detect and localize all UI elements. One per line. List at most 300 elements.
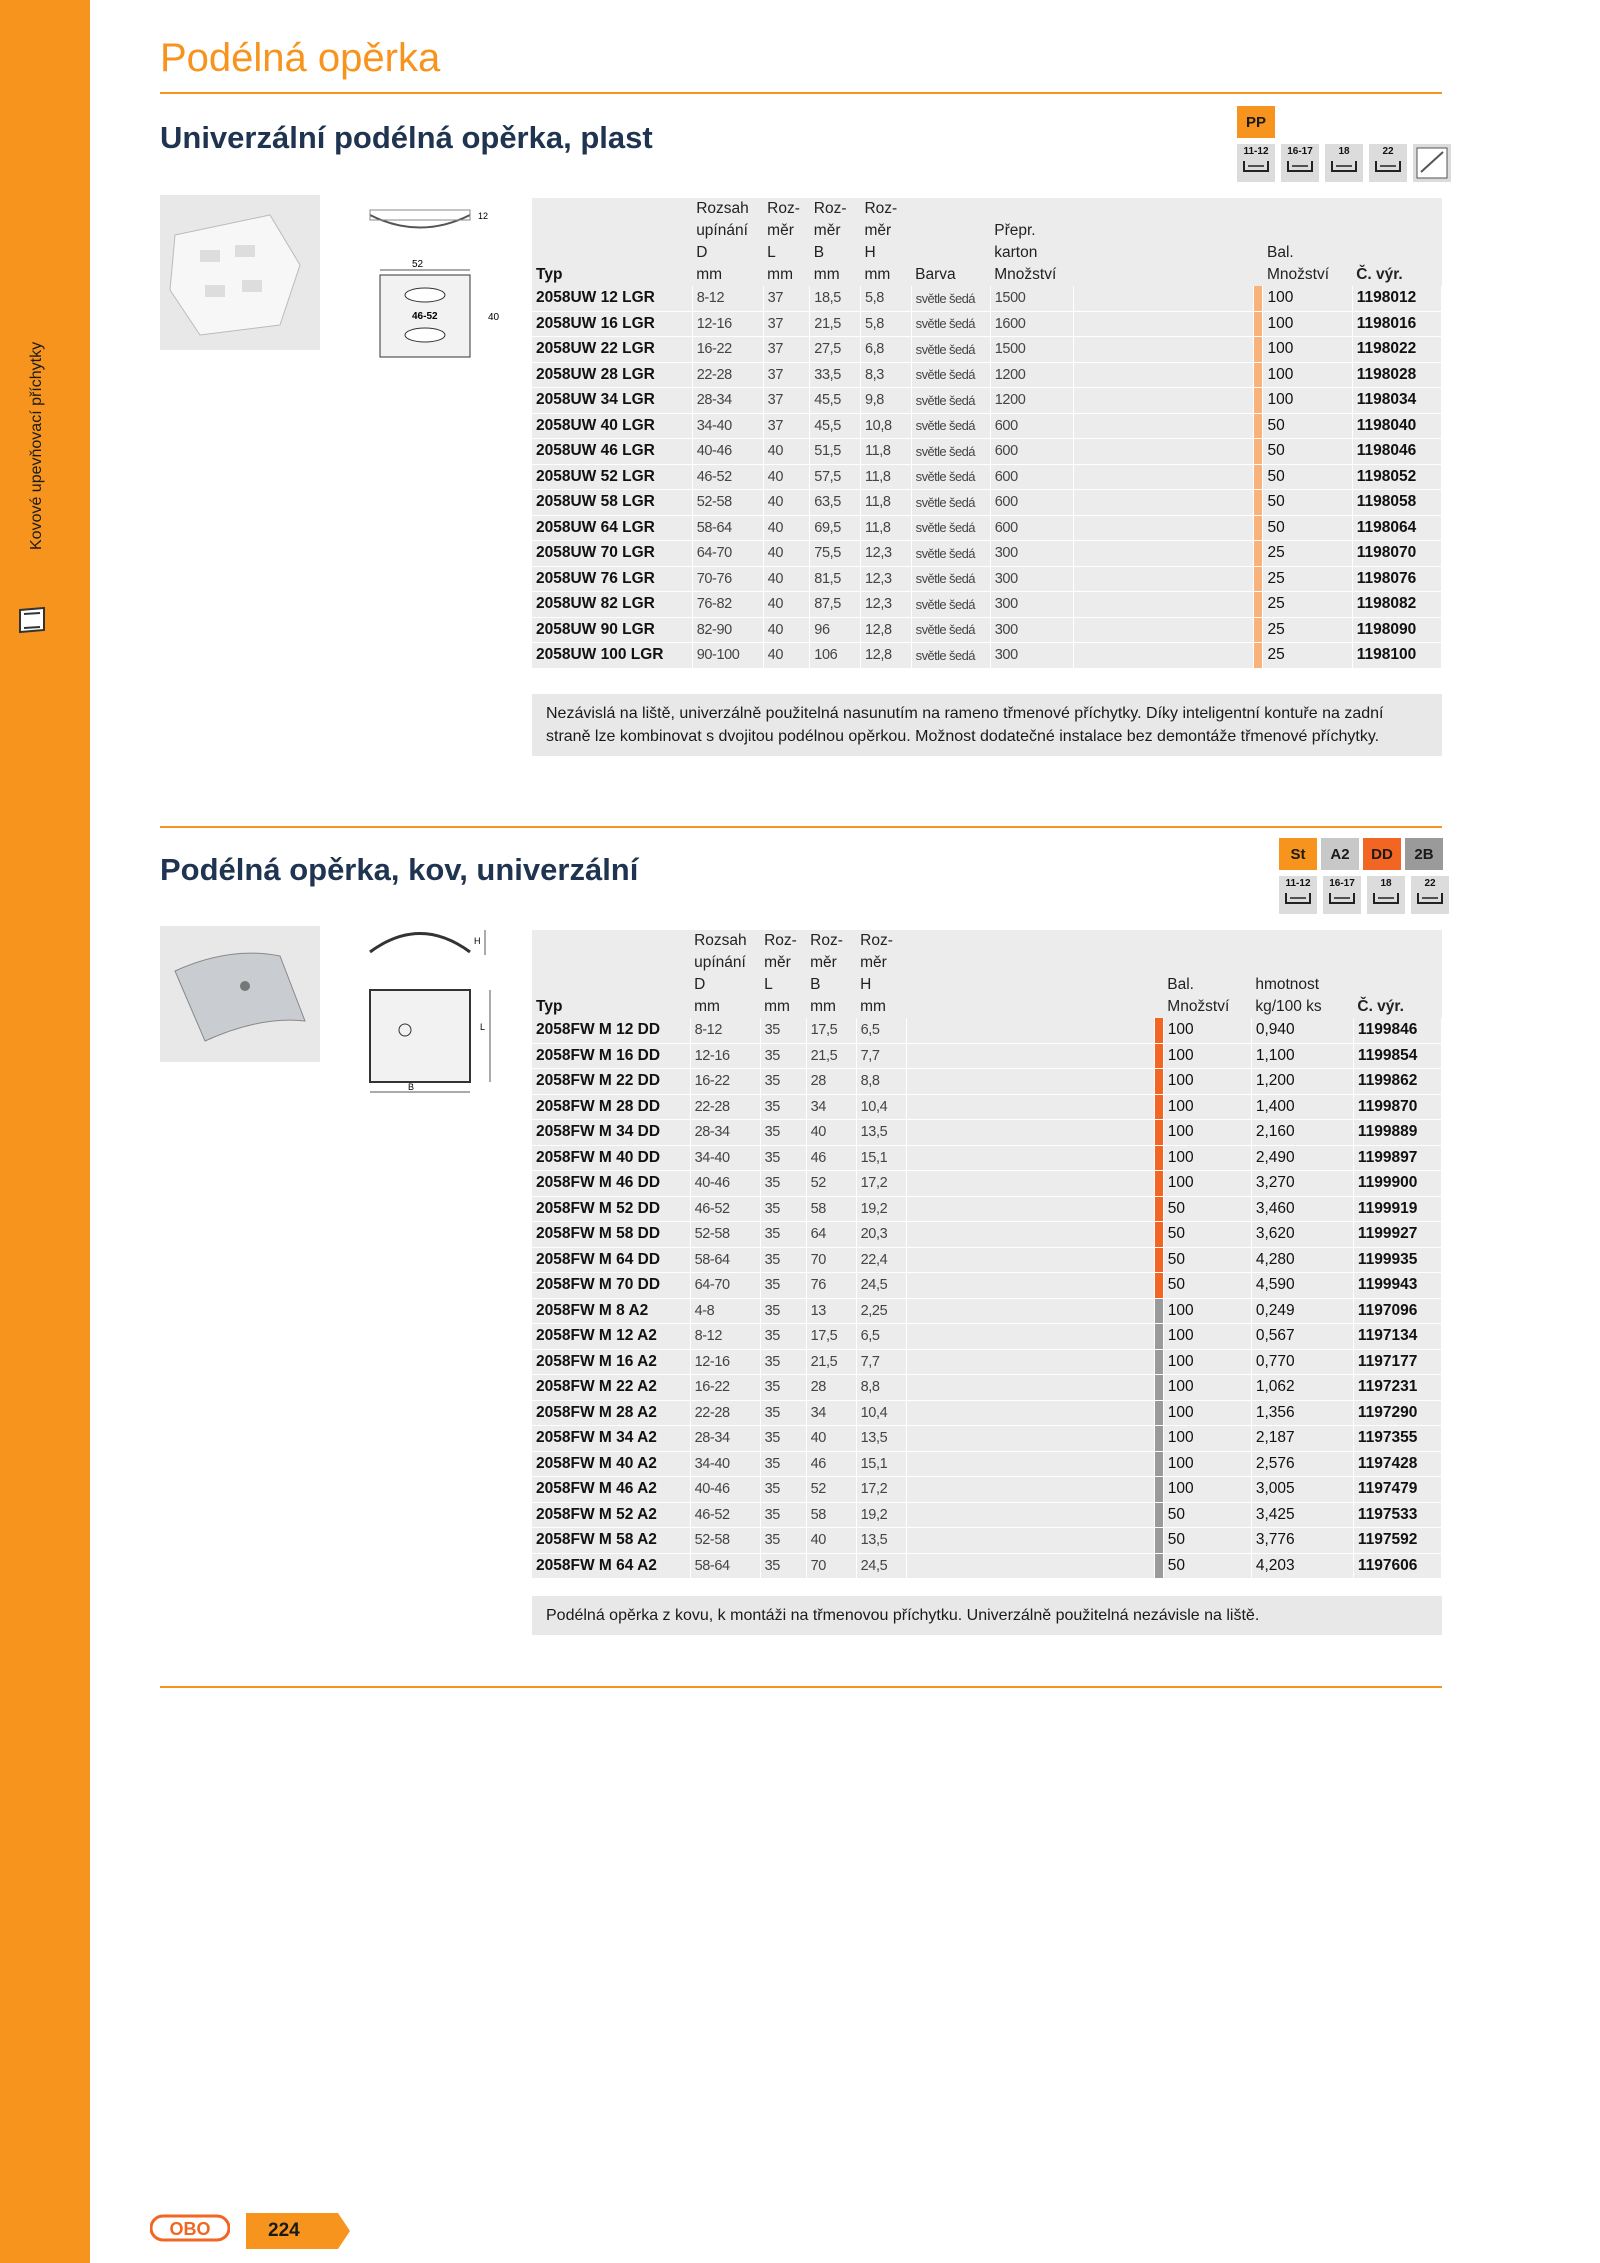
material-bar <box>1154 1477 1163 1503</box>
cell-art: 1199862 <box>1353 1069 1441 1095</box>
cell-b: 34 <box>806 1094 856 1120</box>
cell-weight: 0,249 <box>1251 1298 1353 1324</box>
table-row <box>532 1553 1442 1579</box>
cell-b: 76 <box>806 1273 856 1299</box>
size-icon: 11-12 <box>1279 876 1317 914</box>
table-row <box>532 1451 1442 1477</box>
material-bar <box>1154 1528 1163 1554</box>
cell-blank <box>906 1247 1154 1273</box>
cell-bal: 25 <box>1263 541 1352 567</box>
cell-barva: světle šedá <box>911 337 990 363</box>
table-row <box>532 1145 1442 1171</box>
cell-art: 1199870 <box>1353 1094 1441 1120</box>
cell-range: 34-40 <box>692 413 763 439</box>
cell-barva: světle šedá <box>911 439 990 465</box>
cell-karton: 600 <box>990 413 1073 439</box>
cell-weight: 3,270 <box>1251 1171 1353 1197</box>
cell-bal: 100 <box>1163 1171 1251 1197</box>
cell-bal: 50 <box>1163 1553 1251 1579</box>
material-badge-dd: DD <box>1363 838 1401 870</box>
cell-h: 5,8 <box>860 311 911 337</box>
cell-art: 1197290 <box>1353 1400 1441 1426</box>
cell-b: 34 <box>806 1400 856 1426</box>
cell-h: 19,2 <box>856 1502 906 1528</box>
cell-bal: 100 <box>1163 1324 1251 1350</box>
table-row <box>532 592 1442 618</box>
cell-bal: 50 <box>1163 1247 1251 1273</box>
cell-weight: 1,356 <box>1251 1400 1353 1426</box>
cell-blank <box>1073 388 1253 414</box>
cell-l: 40 <box>763 643 810 669</box>
cell-blank <box>906 1324 1154 1350</box>
material-bar <box>1254 643 1263 669</box>
technical-drawing-metal <box>360 920 510 1100</box>
cell-typ: 2058UW 12 LGR <box>532 286 692 311</box>
cell-typ: 2058UW 34 LGR <box>532 388 692 414</box>
table-row <box>532 490 1442 516</box>
cell-blank <box>906 1069 1154 1095</box>
table-row <box>532 337 1442 363</box>
section1-note: Nezávislá na liště, univerzálně použitelná nasunutím na rameno třmenové příchytky. Díky inteligentní kontuře na zadní straně lze kombinovat s dvojitou podélnou opěrkou. Možnost dodatečné instalace bez demontáže třmenové příchytky. <box>532 694 1442 756</box>
cell-bal: 50 <box>1263 464 1352 490</box>
cell-range: 8-12 <box>690 1018 760 1043</box>
cell-range: 22-28 <box>692 362 763 388</box>
cell-bal: 100 <box>1263 337 1352 363</box>
cell-weight: 2,160 <box>1251 1120 1353 1146</box>
cell-typ: 2058FW M 46 DD <box>532 1171 690 1197</box>
cell-bal: 100 <box>1163 1375 1251 1401</box>
cell-range: 12-16 <box>690 1349 760 1375</box>
cell-b: 52 <box>806 1477 856 1503</box>
cell-l: 35 <box>760 1451 806 1477</box>
cell-h: 6,8 <box>860 337 911 363</box>
cell-karton: 1200 <box>990 362 1073 388</box>
cell-art: 1197134 <box>1353 1324 1441 1350</box>
cell-art: 1198016 <box>1352 311 1441 337</box>
cell-range: 16-22 <box>690 1069 760 1095</box>
cell-barva: světle šedá <box>911 515 990 541</box>
cell-blank <box>1073 311 1253 337</box>
cell-typ: 2058FW M 28 A2 <box>532 1400 690 1426</box>
cell-barva: světle šedá <box>911 566 990 592</box>
cell-bal: 50 <box>1263 413 1352 439</box>
material-bar <box>1154 1298 1163 1324</box>
svg-text:L: L <box>480 1022 486 1032</box>
cell-typ: 2058UW 28 LGR <box>532 362 692 388</box>
cell-blank <box>1073 643 1253 669</box>
cell-b: 27,5 <box>810 337 861 363</box>
cell-art: 1199889 <box>1353 1120 1441 1146</box>
cell-b: 75,5 <box>810 541 861 567</box>
cell-blank <box>906 1094 1154 1120</box>
cell-blank <box>1073 286 1253 311</box>
cell-h: 12,3 <box>860 541 911 567</box>
table-row <box>532 1324 1442 1350</box>
cell-range: 8-12 <box>690 1324 760 1350</box>
cell-art: 1198022 <box>1352 337 1441 363</box>
cell-bal: 100 <box>1263 311 1352 337</box>
table-row <box>532 515 1442 541</box>
sidebar <box>0 0 90 2263</box>
cell-range: 76-82 <box>692 592 763 618</box>
cell-l: 37 <box>763 311 810 337</box>
product-photo-metal <box>160 926 320 1062</box>
cell-l: 35 <box>760 1196 806 1222</box>
material-bar <box>1254 490 1263 516</box>
table-row <box>532 1196 1442 1222</box>
material-badge-2b: 2B <box>1405 838 1443 870</box>
cell-typ: 2058UW 70 LGR <box>532 541 692 567</box>
table-row <box>532 1298 1442 1324</box>
cell-range: 28-34 <box>690 1426 760 1452</box>
cell-h: 12,8 <box>860 617 911 643</box>
cell-weight: 2,576 <box>1251 1451 1353 1477</box>
col-b: Roz- měr B mm <box>813 200 847 283</box>
cell-blank <box>1073 337 1253 363</box>
cell-h: 8,8 <box>856 1069 906 1095</box>
material-bar <box>1154 1349 1163 1375</box>
svg-text:B: B <box>408 1082 415 1092</box>
table-row <box>532 1043 1442 1069</box>
cell-l: 40 <box>763 592 810 618</box>
section1-title: Univerzální podélná opěrka, plast <box>160 120 653 155</box>
cell-b: 52 <box>806 1171 856 1197</box>
table-row <box>532 566 1442 592</box>
cell-barva: světle šedá <box>911 311 990 337</box>
cell-bal: 50 <box>1263 490 1352 516</box>
cell-blank <box>1073 362 1253 388</box>
col-typ: Typ <box>536 998 563 1015</box>
col-weight: hmotnost kg/100 ks <box>1255 976 1322 1015</box>
material-bar <box>1254 439 1263 465</box>
cell-b: 45,5 <box>810 388 861 414</box>
cell-typ: 2058FW M 12 A2 <box>532 1324 690 1350</box>
cell-typ: 2058UW 22 LGR <box>532 337 692 363</box>
cell-blank <box>906 1145 1154 1171</box>
cell-typ: 2058FW M 16 DD <box>532 1043 690 1069</box>
cell-bal: 50 <box>1163 1273 1251 1299</box>
cell-karton: 300 <box>990 566 1073 592</box>
material-bar <box>1154 1196 1163 1222</box>
cell-b: 33,5 <box>810 362 861 388</box>
cell-l: 37 <box>763 286 810 311</box>
table-row <box>532 1349 1442 1375</box>
cell-b: 64 <box>806 1222 856 1248</box>
cell-typ: 2058UW 76 LGR <box>532 566 692 592</box>
cell-blank <box>906 1196 1154 1222</box>
cell-h: 11,8 <box>860 439 911 465</box>
cell-karton: 300 <box>990 617 1073 643</box>
cell-h: 13,5 <box>856 1426 906 1452</box>
cell-bal: 100 <box>1163 1477 1251 1503</box>
table-row <box>532 643 1442 669</box>
material-badges <box>1237 106 1275 138</box>
svg-text:52: 52 <box>412 259 424 270</box>
table-row <box>532 388 1442 414</box>
cell-range: 8-12 <box>692 286 763 311</box>
cell-l: 35 <box>760 1069 806 1095</box>
table-row <box>532 1222 1442 1248</box>
col-h: Roz- měr H mm <box>864 200 898 283</box>
material-badges <box>1279 838 1443 870</box>
cell-b: 81,5 <box>810 566 861 592</box>
table-row <box>532 1247 1442 1273</box>
material-badge-st: St <box>1279 838 1317 870</box>
page-number: 224 <box>246 2209 352 2253</box>
size-icon: 22 <box>1411 876 1449 914</box>
cell-art: 1197177 <box>1353 1349 1441 1375</box>
col-l: Roz- měr L mm <box>767 200 800 283</box>
cell-art: 1199943 <box>1353 1273 1441 1299</box>
cell-typ: 2058UW 100 LGR <box>532 643 692 669</box>
material-bar <box>1154 1375 1163 1401</box>
clamp-icon <box>14 600 54 640</box>
cell-blank <box>906 1120 1154 1146</box>
table-row <box>532 311 1442 337</box>
cell-h: 20,3 <box>856 1222 906 1248</box>
table-row <box>532 464 1442 490</box>
size-icon: 18 <box>1367 876 1405 914</box>
cell-typ: 2058FW M 58 A2 <box>532 1528 690 1554</box>
material-bar <box>1154 1451 1163 1477</box>
cell-b: 87,5 <box>810 592 861 618</box>
sidebar-label: Kovové upevňovací příchytky <box>28 341 45 550</box>
cell-b: 70 <box>806 1553 856 1579</box>
cell-l: 35 <box>760 1043 806 1069</box>
size-icon: 18 <box>1325 144 1363 182</box>
cell-b: 40 <box>806 1426 856 1452</box>
cell-range: 40-46 <box>690 1171 760 1197</box>
cell-range: 58-64 <box>690 1553 760 1579</box>
product-table-plastic <box>532 198 1442 669</box>
cell-typ: 2058UW 52 LGR <box>532 464 692 490</box>
cell-karton: 600 <box>990 464 1073 490</box>
cell-barva: světle šedá <box>911 388 990 414</box>
section2-title: Podélná opěrka, kov, univerzální <box>160 852 639 887</box>
material-bar <box>1154 1094 1163 1120</box>
cell-weight: 4,280 <box>1251 1247 1353 1273</box>
cell-l: 35 <box>760 1553 806 1579</box>
cell-range: 22-28 <box>690 1400 760 1426</box>
cell-bal: 100 <box>1163 1145 1251 1171</box>
cell-weight: 0,567 <box>1251 1324 1353 1350</box>
cell-b: 57,5 <box>810 464 861 490</box>
cell-art: 1198082 <box>1352 592 1441 618</box>
cell-bal: 100 <box>1163 1018 1251 1043</box>
cell-art: 1198040 <box>1352 413 1441 439</box>
cell-bal: 50 <box>1163 1196 1251 1222</box>
material-bar <box>1154 1120 1163 1146</box>
cell-h: 19,2 <box>856 1196 906 1222</box>
divider <box>160 1686 1442 1688</box>
cell-l: 35 <box>760 1528 806 1554</box>
size-icon: 16-17 <box>1281 144 1319 182</box>
cell-l: 40 <box>763 617 810 643</box>
cell-h: 17,2 <box>856 1171 906 1197</box>
cell-typ: 2058UW 16 LGR <box>532 311 692 337</box>
cell-bal: 50 <box>1263 439 1352 465</box>
table-row <box>532 1426 1442 1452</box>
cell-barva: světle šedá <box>911 362 990 388</box>
cell-range: 16-22 <box>692 337 763 363</box>
cell-h: 5,8 <box>860 286 911 311</box>
cell-karton: 1500 <box>990 286 1073 311</box>
material-bar <box>1154 1273 1163 1299</box>
cell-weight: 3,460 <box>1251 1196 1353 1222</box>
cell-l: 35 <box>760 1324 806 1350</box>
cell-h: 7,7 <box>856 1349 906 1375</box>
cell-barva: světle šedá <box>911 490 990 516</box>
cell-typ: 2058FW M 64 A2 <box>532 1553 690 1579</box>
cell-typ: 2058FW M 40 A2 <box>532 1451 690 1477</box>
cell-typ: 2058FW M 70 DD <box>532 1273 690 1299</box>
cell-art: 1199927 <box>1353 1222 1441 1248</box>
cell-bal: 100 <box>1163 1120 1251 1146</box>
cell-bal: 50 <box>1263 515 1352 541</box>
cell-art: 1198028 <box>1352 362 1441 388</box>
cell-art: 1199897 <box>1353 1145 1441 1171</box>
table-row <box>532 541 1442 567</box>
svg-text:40: 40 <box>488 312 500 323</box>
cell-b: 21,5 <box>810 311 861 337</box>
halogen-free-icon <box>1413 144 1451 182</box>
col-bal: Bal. Množství <box>1167 976 1230 1015</box>
cell-typ: 2058FW M 64 DD <box>532 1247 690 1273</box>
table-row <box>532 1018 1442 1043</box>
cell-bal: 100 <box>1163 1426 1251 1452</box>
cell-blank <box>906 1477 1154 1503</box>
material-bar <box>1154 1069 1163 1095</box>
cell-weight: 2,187 <box>1251 1426 1353 1452</box>
cell-art: 1197096 <box>1353 1298 1441 1324</box>
cell-b: 46 <box>806 1451 856 1477</box>
cell-blank <box>1073 617 1253 643</box>
col-karton: Přepr. karton Množství <box>994 222 1057 283</box>
cell-karton: 600 <box>990 439 1073 465</box>
cell-bal: 100 <box>1163 1400 1251 1426</box>
cell-art: 1198058 <box>1352 490 1441 516</box>
cell-blank <box>906 1451 1154 1477</box>
cell-blank <box>906 1043 1154 1069</box>
cell-blank <box>906 1400 1154 1426</box>
cell-b: 28 <box>806 1069 856 1095</box>
cell-l: 35 <box>760 1094 806 1120</box>
svg-text:12: 12 <box>478 211 489 221</box>
cell-l: 35 <box>760 1502 806 1528</box>
section2-note: Podélná opěrka z kovu, k montáži na třmenovou příchytku. Univerzálně použitelná nezávisle na liště. <box>532 1596 1442 1635</box>
material-bar <box>1254 515 1263 541</box>
table-row <box>532 362 1442 388</box>
cell-range: 22-28 <box>690 1094 760 1120</box>
col-range: Rozsah upínání D mm <box>694 932 747 1015</box>
cell-bal: 25 <box>1263 643 1352 669</box>
cell-bal: 100 <box>1163 1298 1251 1324</box>
technical-drawing-plastic <box>360 195 500 365</box>
cell-bal: 100 <box>1163 1043 1251 1069</box>
table-row <box>532 1528 1442 1554</box>
cell-range: 70-76 <box>692 566 763 592</box>
cell-h: 2,25 <box>856 1298 906 1324</box>
cell-l: 35 <box>760 1171 806 1197</box>
col-bal: Bal. Množství <box>1266 244 1329 283</box>
material-bar <box>1254 311 1263 337</box>
cell-l: 35 <box>760 1247 806 1273</box>
material-bar <box>1154 1222 1163 1248</box>
cell-barva: světle šedá <box>911 413 990 439</box>
obo-logo <box>150 2213 230 2243</box>
cell-range: 64-70 <box>690 1273 760 1299</box>
cell-bal: 25 <box>1263 566 1352 592</box>
divider <box>160 826 1442 828</box>
cell-range: 46-52 <box>692 464 763 490</box>
cell-typ: 2058FW M 12 DD <box>532 1018 690 1043</box>
cell-h: 11,8 <box>860 515 911 541</box>
cell-bal: 100 <box>1263 362 1352 388</box>
cell-typ: 2058FW M 16 A2 <box>532 1349 690 1375</box>
cell-b: 58 <box>806 1196 856 1222</box>
cell-blank <box>1073 490 1253 516</box>
cell-typ: 2058FW M 58 DD <box>532 1222 690 1248</box>
material-bar <box>1154 1426 1163 1452</box>
material-bar <box>1154 1171 1163 1197</box>
cell-l: 35 <box>760 1477 806 1503</box>
cell-weight: 1,400 <box>1251 1094 1353 1120</box>
cell-h: 6,5 <box>856 1018 906 1043</box>
cell-b: 46 <box>806 1145 856 1171</box>
cell-blank <box>906 1502 1154 1528</box>
material-bar <box>1154 1400 1163 1426</box>
material-bar <box>1254 592 1263 618</box>
cell-l: 40 <box>763 490 810 516</box>
cell-karton: 300 <box>990 541 1073 567</box>
cell-range: 28-34 <box>690 1120 760 1146</box>
cell-typ: 2058FW M 52 A2 <box>532 1502 690 1528</box>
cell-weight: 1,200 <box>1251 1069 1353 1095</box>
cell-karton: 1600 <box>990 311 1073 337</box>
material-bar <box>1154 1145 1163 1171</box>
material-bar <box>1254 337 1263 363</box>
table-row <box>532 286 1442 311</box>
cell-h: 10,4 <box>856 1094 906 1120</box>
cell-blank <box>906 1349 1154 1375</box>
cell-h: 9,8 <box>860 388 911 414</box>
cell-karton: 600 <box>990 515 1073 541</box>
cell-blank <box>1073 592 1253 618</box>
col-blank <box>1073 198 1253 286</box>
cell-weight: 3,620 <box>1251 1222 1353 1248</box>
cell-h: 12,3 <box>860 592 911 618</box>
product-photo-plastic <box>160 195 320 350</box>
cell-h: 24,5 <box>856 1273 906 1299</box>
cell-typ: 2058FW M 22 DD <box>532 1069 690 1095</box>
material-bar <box>1254 541 1263 567</box>
cell-karton: 600 <box>990 490 1073 516</box>
cell-barva: světle šedá <box>911 617 990 643</box>
material-badge-pp: PP <box>1237 106 1275 138</box>
cell-art: 1199900 <box>1353 1171 1441 1197</box>
table-row <box>532 1375 1442 1401</box>
cell-blank <box>1073 515 1253 541</box>
cell-h: 22,4 <box>856 1247 906 1273</box>
cell-art: 1199846 <box>1353 1018 1441 1043</box>
cell-bal: 50 <box>1163 1502 1251 1528</box>
cell-range: 52-58 <box>692 490 763 516</box>
material-bar <box>1154 1018 1163 1043</box>
cell-h: 13,5 <box>856 1528 906 1554</box>
cell-h: 12,8 <box>860 643 911 669</box>
cell-typ: 2058FW M 28 DD <box>532 1094 690 1120</box>
cell-typ: 2058UW 58 LGR <box>532 490 692 516</box>
